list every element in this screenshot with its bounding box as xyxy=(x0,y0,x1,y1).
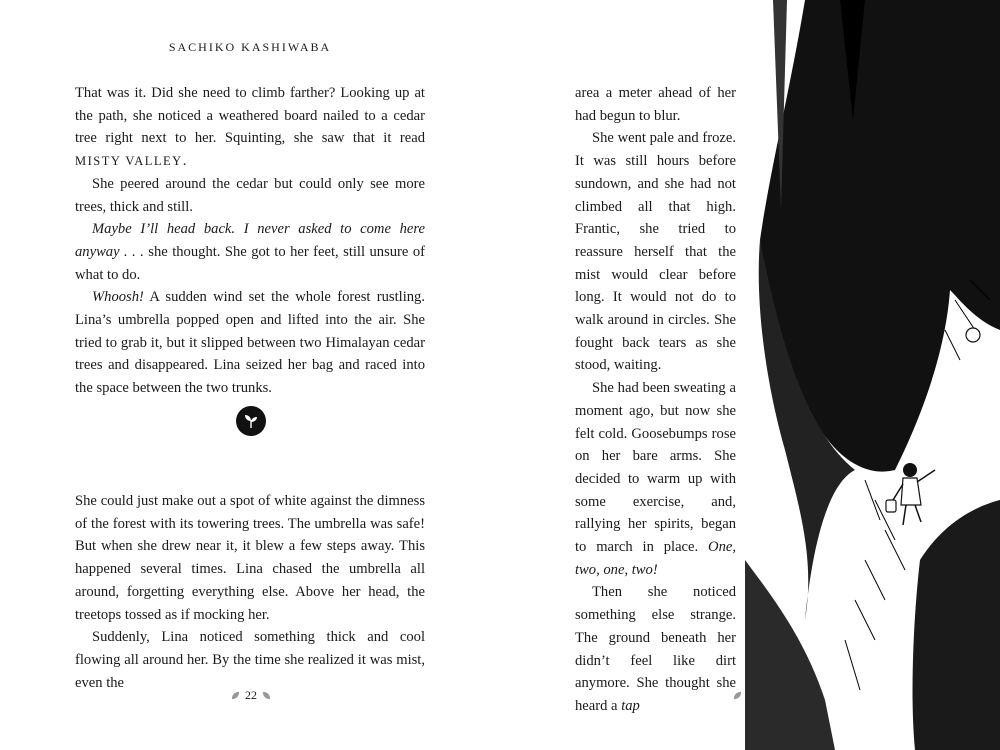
sprout-ornament-icon xyxy=(236,406,266,436)
right-paragraph-1: area a meter ahead of her had begun to blur. xyxy=(575,85,736,124)
page-number-left: 22 xyxy=(221,688,281,703)
right-paragraph-4: Then she noticed something else strange. The ground beneath her didn’t feel like dirt anymore. She thought she heard a tap xyxy=(575,584,736,714)
left-paragraph-3: Maybe I’ll head back. I never asked to come here anyway . . . she thought. She got to her feet, still unsure of what to do. xyxy=(75,221,425,283)
forest-girl-illustration xyxy=(745,0,1000,750)
left-paragraph-6: Suddenly, Lina noticed something thick and cool flowing all around her. By the time she realized it was mist, even the xyxy=(75,629,425,691)
leaf-icon xyxy=(262,691,271,700)
right-paragraph-3: She had been sweating a moment ago, but now she felt cold. Goosebumps rose on her bare arms. She decided to warm up with some exercise, and, rallying her spirits, began to march in place. One, two, one, two! xyxy=(575,380,736,578)
left-page-text-top xyxy=(75,82,425,400)
leaf-icon xyxy=(231,691,240,700)
left-paragraph-1: That was it. Did she need to climb farther? Looking up at the path, she noticed a weathered board nailed to a cedar tree right next to her. Squinting, she saw that it read MISTY VALLEY. xyxy=(75,85,425,170)
left-paragraph-2: She peered around the cedar but could only see more trees, thick and still. xyxy=(75,175,425,215)
running-head: SACHIKO KASHIWABA xyxy=(168,40,332,54)
left-page-text-bottom xyxy=(75,490,425,694)
leaf-icon xyxy=(733,691,742,700)
right-page-text xyxy=(575,82,736,718)
left-paragraph-4: Whoosh! A sudden wind set the whole forest rustling. Lina’s umbrella popped open and lifted into the air. She tried to grab it, but it slipped between two Himalayan cedar trees and disappeared. Lina seized her bag and raced into the space between the two trunks. xyxy=(75,289,425,397)
left-paragraph-5: She could just make out a spot of white against the dimness of the forest with its towering trees. The umbrella was safe! But when she drew near it, it blew a few steps away. This happened several times. Lina chased the umbrella all around, forgetting everything else. Above her head, the treetops tossed as if mocking her. xyxy=(75,493,425,623)
right-paragraph-2: She went pale and froze. It was still hours before sundown, and she had not climbed all that high. Frantic, she tried to reassure herself that the mist would clear before long. It would not do to walk around in circles. She fought back tears as she stood, waiting. xyxy=(575,130,736,374)
